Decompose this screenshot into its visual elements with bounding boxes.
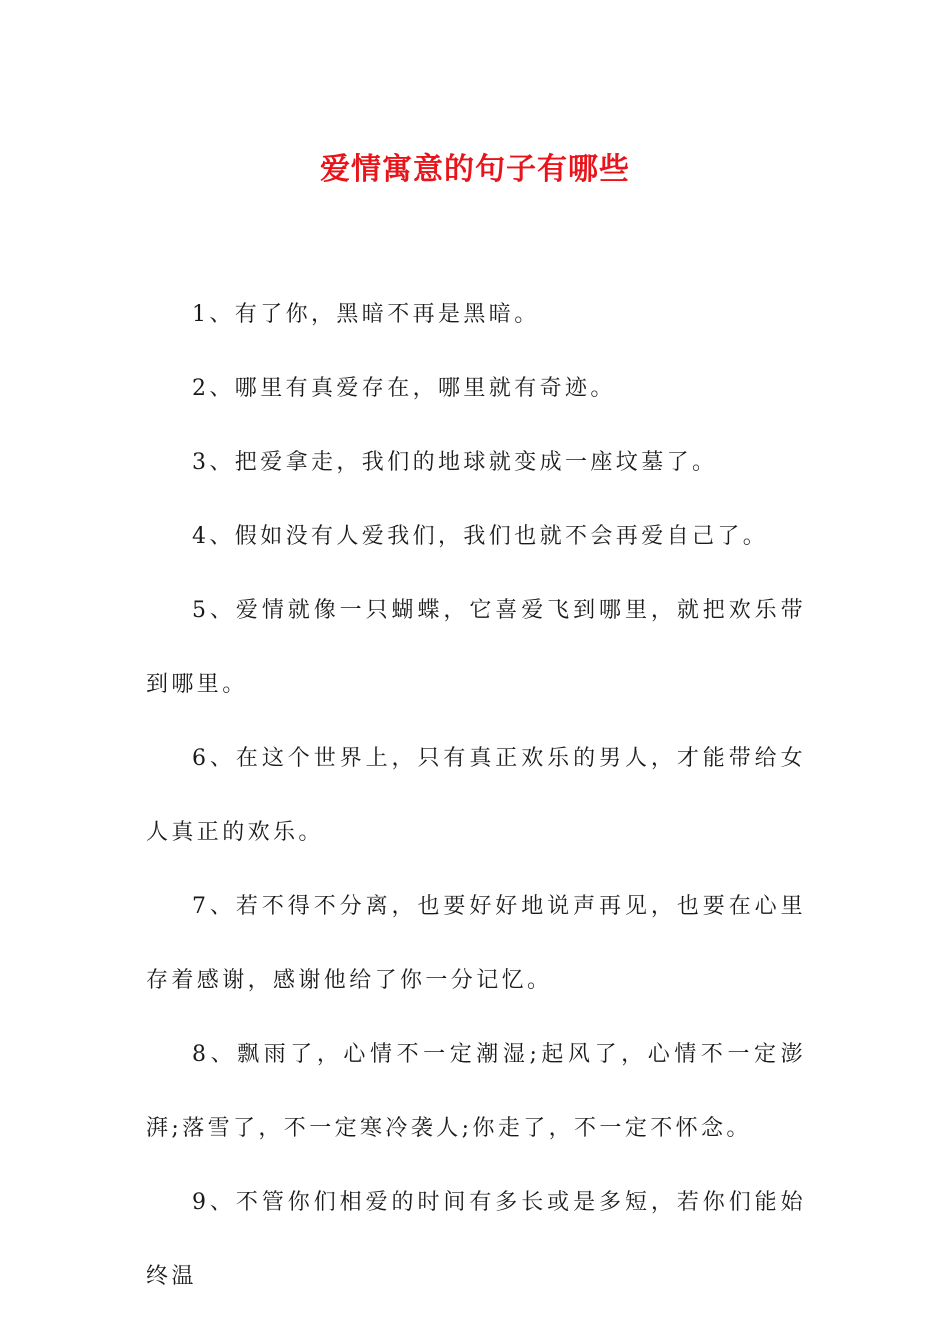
paragraph-4: 4、假如没有人爱我们，我们也就不会再爱自己了。 xyxy=(192,524,769,549)
document-body xyxy=(146,278,806,1314)
paragraph-5: 5、爱情就像一只蝴蝶，它喜爱飞到哪里，就把欢乐带到哪里。 xyxy=(146,598,806,697)
paragraph-3: 3、把爱拿走，我们的地球就变成一座坟墓了。 xyxy=(192,450,718,475)
page-title: 爱情寓意的句子有哪些 xyxy=(320,152,630,187)
paragraph-6: 6、在这个世界上，只有真正欢乐的男人，才能带给女人真正的欢乐。 xyxy=(146,746,806,845)
paragraph-9: 9、不管你们相爱的时间有多长或是多短，若你们能始终温 xyxy=(146,1190,806,1289)
paragraph-1: 1、有了你，黑暗不再是黑暗。 xyxy=(192,302,540,327)
paragraph-8: 8、飘雨了，心情不一定潮湿;起风了，心情不一定澎湃;落雪了，不一定寒冷袭人;你走了，不一定不怀念。 xyxy=(146,1042,806,1141)
paragraph-2: 2、哪里有真爱存在，哪里就有奇迹。 xyxy=(192,376,616,401)
paragraph-7: 7、若不得不分离，也要好好地说声再见，也要在心里存着感谢，感谢他给了你一分记忆。 xyxy=(146,894,806,993)
